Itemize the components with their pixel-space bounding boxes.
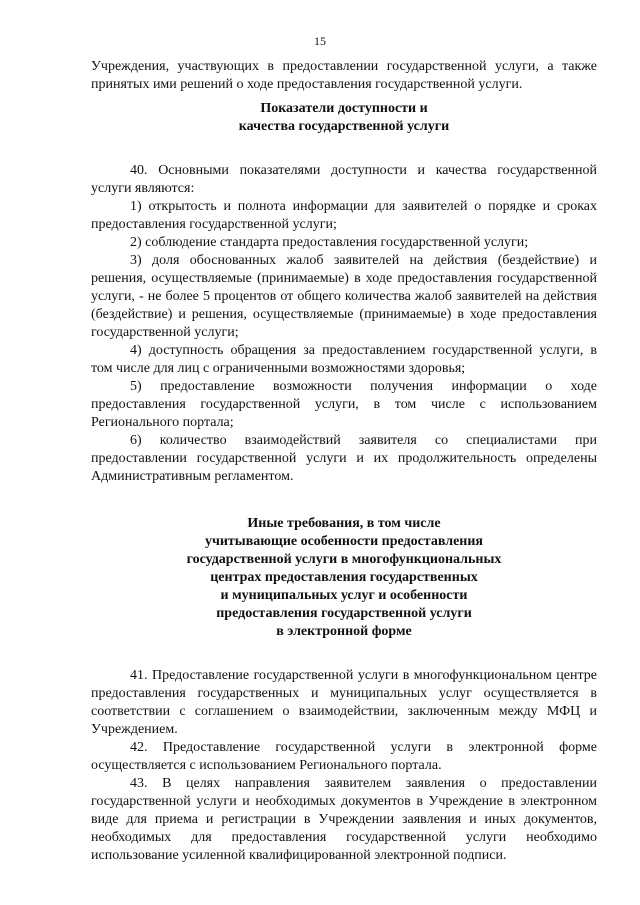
list-item-5: 5) предоставление возможности получения информации о ходе предоставления государственной услуги, в том числе с использованием Регионального портала;: [91, 379, 597, 430]
heading-line: государственной услуги в многофункциональных: [186, 552, 502, 567]
paragraph-41: 41. Предоставление государственной услуги в многофункциональном центре предоставления государственных и муниципальных услуг осуществляется в соответствии с соглашением о взаимодействии, заключенным между МФЦ и Учреждением.: [91, 668, 597, 737]
list-item-6: 6) количество взаимодействий заявителя со специалистами при предоставлении государственной услуги и их продолжительность определены Административным регламентом.: [91, 433, 597, 484]
section-heading-other-requirements: [91, 515, 597, 641]
heading-line: Показатели доступности и: [260, 101, 428, 116]
heading-line: и муниципальных услуг и особенности: [220, 588, 468, 603]
heading-line: качества государственной услуги: [238, 119, 450, 134]
paragraph-43: 43. В целях направления заявителем заявления о предоставлении государственной услуги и необходимых документов в Учреждение в электронном виде для приема и регистрации в Учреждении заявления и иных документов, необходимых для предоставления государственной услуги необходимо использование усиленной квалифицированной электронной подписи.: [91, 776, 597, 863]
paragraph-40: 40. Основными показателями доступности и качества государственной услуги являются:: [91, 163, 597, 196]
intro-paragraph: Учреждения, участвующих в предоставлении государственной услуги, а также принятых ими решений о ходе предоставления государственной услуги.: [91, 59, 597, 92]
list-item-3: 3) доля обоснованных жалоб заявителей на действия (бездействие) и решения, осуществляемые (принимаемые) в ходе предоставления государственной услуги, - не более 5 процентов от общего количества жалоб заявителей на действия (бездействие) и решения, осуществляемые (принимаемые) в ходе предоставления государственной услуги;: [91, 253, 597, 340]
heading-line: учитывающие особенности предоставления: [204, 534, 484, 549]
list-item-1: 1) открытость и полнота информации для заявителей о порядке и сроках предоставления государственной услуги;: [91, 199, 597, 232]
page-number: 15: [314, 34, 326, 48]
list-item-4: 4) доступность обращения за предоставлением государственной услуги, в том числе для лиц с ограниченными возможностями здоровья;: [91, 343, 597, 376]
heading-line: предоставления государственной услуги: [216, 606, 472, 621]
paragraph-42: 42. Предоставление государственной услуги в электронной форме осуществляется с использованием Регионального портала.: [91, 740, 597, 773]
heading-line: Иные требования, в том числе: [247, 516, 441, 531]
list-item-2: 2) соблюдение стандарта предоставления государственной услуги;: [130, 235, 529, 250]
heading-line: в электронной форме: [276, 624, 412, 639]
heading-line: центрах предоставления государственных: [210, 570, 478, 585]
page-content: [91, 58, 597, 865]
section-heading-accessibility: [91, 100, 597, 136]
